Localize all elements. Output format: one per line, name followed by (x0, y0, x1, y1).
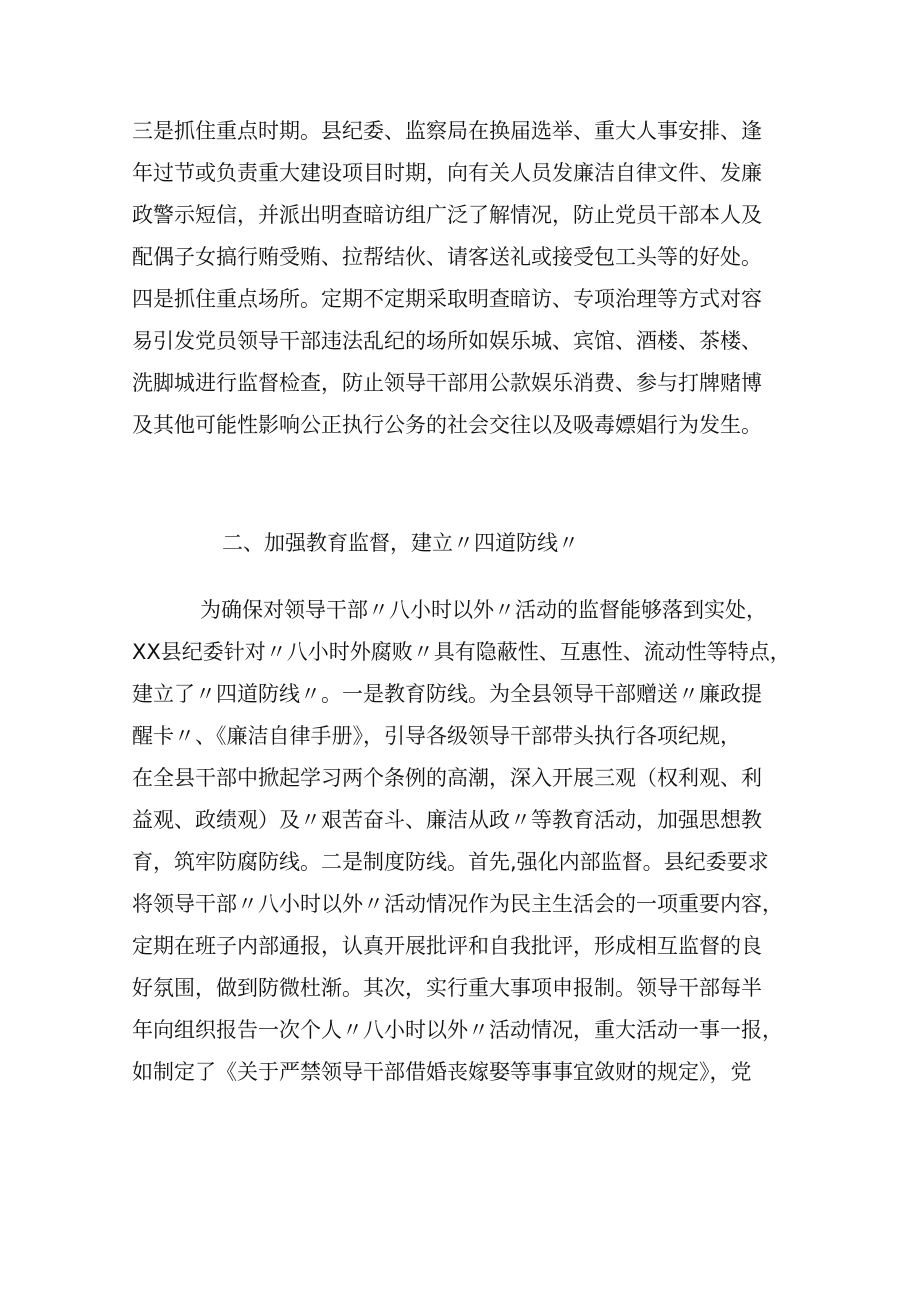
paragraph-2-line-8: 将领导干部〃八小时以外〃活动情况作为民主生活会的一项重要内容， (132, 892, 783, 916)
paragraph-2-line-6: 益观、政绩观）及〃艰苦奋斗、廉洁从政〃等教育活动，加强思想教 (132, 808, 762, 832)
paragraph-2-line-10: 好氛围，做到防微杜渐。其次，实行重大事项申报制。领导干部每半 (132, 976, 762, 1000)
paragraph-1-line-4: 配偶子女搞行贿受贿、拉帮结伙、请客送礼或接受包工头等的好处。 (132, 245, 762, 269)
paragraph-2-line-12: 如制定了《关于严禁领导干部借婚丧嫁娶等事事宜敛财的规定》，党 (132, 1060, 752, 1084)
paragraph-1-line-1: 三是抓住重点时期。县纪委、监察局在换届选举、重大人事安排、逢 (132, 119, 762, 143)
paragraph-2-line-4: 醒卡〃、《廉洁自律手册》，引导各级领导干部带头执行各项纪规， (132, 724, 741, 748)
paragraph-2-line-5: 在全县干部中掀起学习两个条例的高潮，深入开展三观（权利观、利 (132, 766, 762, 790)
paragraph-2-line-2: XX县纪委针对〃八小时外腐败〃具有隐蔽性、互惠性、流动性等特点， (132, 640, 791, 664)
paragraph-2-line-7: 育，筑牢防腐防线。二是制度防线。首先,强化内部监督。县纪委要求 (132, 850, 769, 874)
paragraph-1-line-5: 四是抓住重点场所。定期不定期采取明查暗访、专项治理等方式对容 (132, 287, 762, 311)
paragraph-1-line-6: 易引发党员领导干部违法乱纪的场所如娱乐城、宾馆、酒楼、茶楼、 (132, 329, 762, 353)
paragraph-2-line-11: 年向组织报告一次个人〃八小时以外〃活动情况，重大活动一事一报， (132, 1018, 783, 1042)
paragraph-1-line-2: 年过节或负责重大建设项目时期，向有关人员发廉洁自律文件、发廉 (132, 161, 762, 185)
paragraph-1-line-7: 洗脚城进行监督检查，防止领导干部用公款娱乐消费、参与打牌赌博 (132, 371, 762, 395)
paragraph-2-line-3: 建立了〃四道防线〃。一是教育防线。为全县领导干部赠送〃廉政提 (132, 682, 762, 706)
paragraph-2-line-9: 定期在班子内部通报，认真开展批评和自我批评，形成相互监督的良 (132, 934, 762, 958)
paragraph-1-line-3: 政警示短信，并派出明查暗访组广泛了解情况，防止党员干部本人及 (132, 203, 762, 227)
paragraph-2-line-1: 为确保对领导干部〃八小时以外〃活动的监督能够落到实处， (200, 598, 767, 622)
paragraph-1-line-8: 及其他可能性影响公正执行公务的社会交往以及吸毒嫖娼行为发生。 (132, 413, 762, 437)
section-heading: 二、加强教育监督，建立〃四道防线〃 (222, 531, 579, 555)
